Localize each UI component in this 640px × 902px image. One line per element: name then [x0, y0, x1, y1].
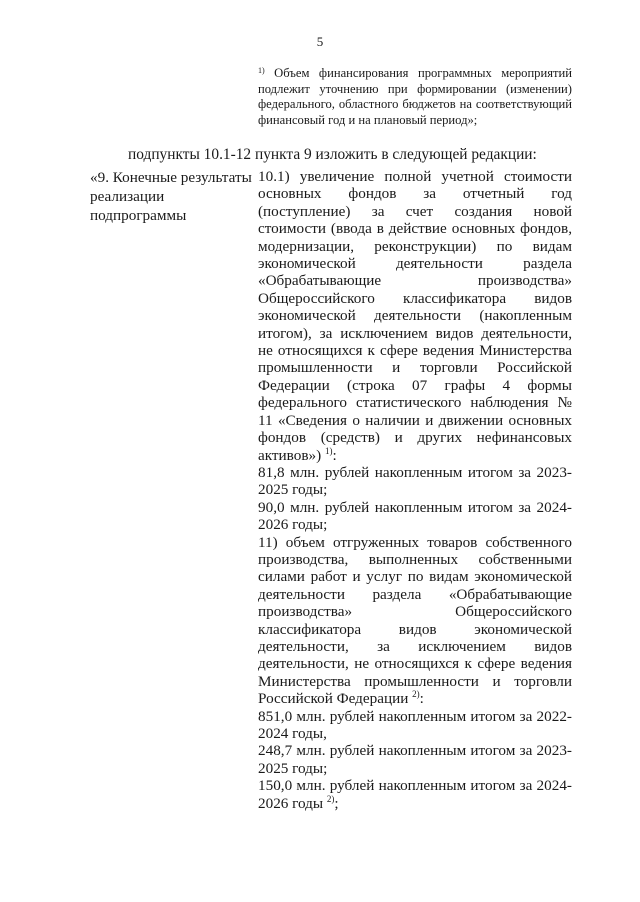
item-text: 90,0 млн. рублей накопленным итогом за 2024-2026 годы;: [258, 498, 572, 534]
result-item-value: [258, 708, 572, 743]
footnote-marker: 1): [258, 66, 265, 75]
item-suffix: ;: [334, 794, 339, 812]
item-footnote-ref: 2): [412, 689, 420, 700]
result-item-value: [258, 464, 572, 499]
page-number: 5: [316, 34, 324, 49]
item-text: 81,8 млн. рублей накопленным итогом за 2023-2025 годы;: [258, 463, 572, 499]
item-text: 248,7 млн. рублей накопленным итогом за 2023-2025 годы;: [258, 742, 572, 777]
footnote-text: Объем финансирования программных мероприятий подлежит уточнению при формировании (изменении) федерального, областного бюджетов на соответствующий финансовый год и на плановый период»;: [258, 66, 572, 127]
intro-paragraph: подпункты 10.1-12 пункта 9 изложить в следующей редакции:: [128, 146, 537, 163]
item-text: 851,0 млн. рублей накопленным итогом за 2022-2024 годы,: [258, 707, 572, 742]
item-footnote-ref: 2): [326, 793, 335, 804]
item-text: 10.1) увеличение полной учетной стоимости основных фондов за отчетный год (поступление) за счет создания новой стоимости (ввода в действие основных фондов, модернизации, реконструкции) по видам экономической деятельности раздела «Обрабатывающие производства» Общероссийского классификатора видов экономической деятельности (накопленным итогом), за исключением видов деятельности, не относящихся к сфере ведения Министерства промышленности и торговли Российской Федерации (строка 07 графы 4 формы федерального статистического наблюдения № 11 «Сведения о наличии и движении основных фондов (средств) и других нефинансовых активов»): [258, 168, 572, 464]
item-text: 11) объем отгруженных товаров собственного производства, выполненных собственными силами работ и услуг по видам экономической деятельности раздела «Обрабатывающие производства» Общероссийского классификатора видов экономической деятельности, за исключением видов деятельности, не относящихся к сфере ведения Министерства промышленности и торговли Российской Федерации: [258, 533, 572, 708]
result-item-11: [258, 534, 572, 708]
results-list: [258, 168, 572, 812]
results-label: «9. Конечные результаты реализации подпрограммы: [90, 169, 252, 224]
footnote: [258, 66, 572, 128]
item-text: 150,0 млн. рублей накопленным итогом за 2024-2026 годы: [258, 777, 572, 812]
result-item-10-1: [258, 168, 572, 464]
item-suffix: :: [332, 446, 337, 464]
result-item-value: [258, 777, 572, 812]
item-footnote-ref: 1): [324, 445, 333, 456]
item-suffix: :: [419, 690, 424, 708]
result-item-value: [258, 499, 572, 534]
result-item-value: [258, 742, 572, 777]
